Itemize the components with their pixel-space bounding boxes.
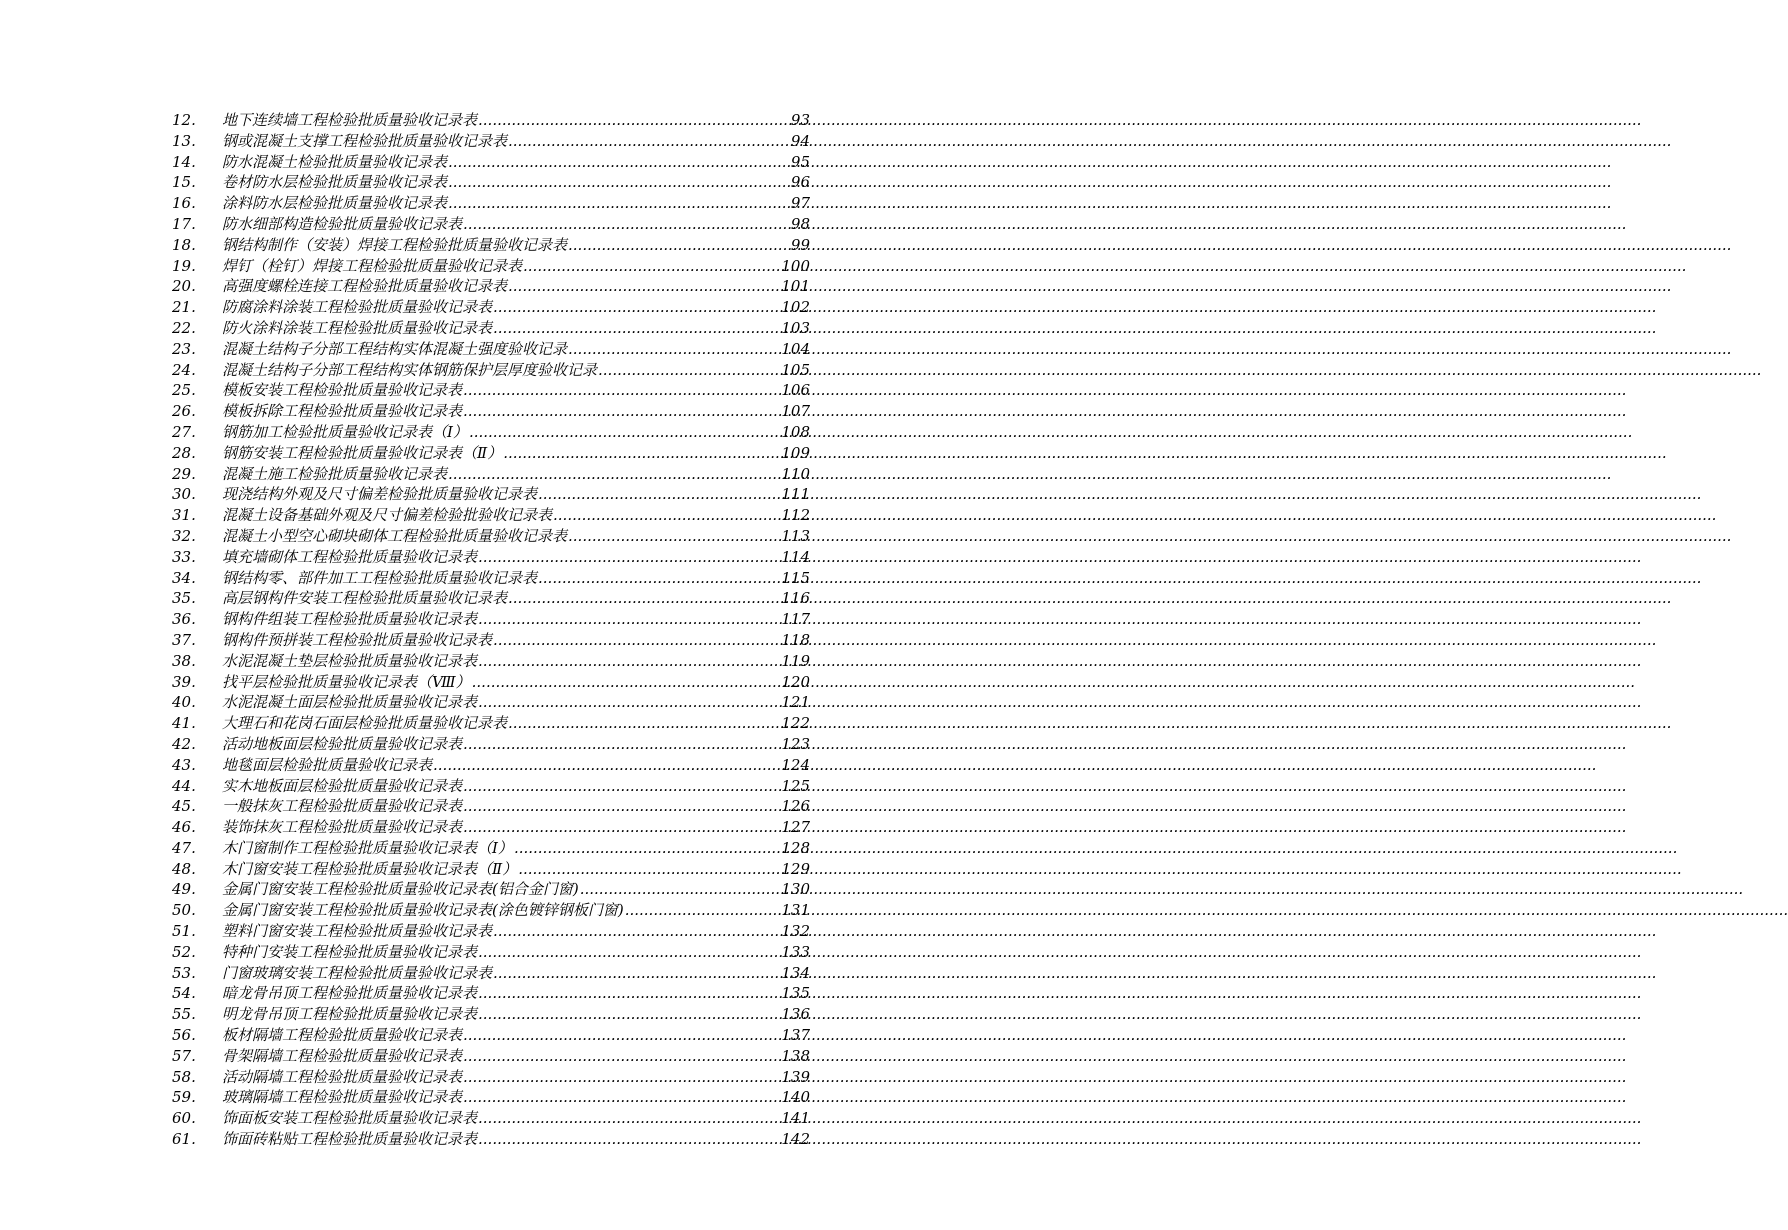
toc-entry-title: 骨架隔墙工程检验批质量验收记录表 [222,1046,463,1065]
toc-entry-page-number: 122 [781,714,810,733]
toc-entry-number: 44. [172,776,196,795]
toc-entry-page-number: 108 [781,422,810,441]
toc-entry-title: 钢构件组装工程检验批质量验收记录表 [222,610,478,629]
toc-entry-page-number: 120 [781,672,810,691]
toc-entry-title: 混凝土施工检验批质量验收记录表 [222,464,448,483]
toc-dot-leader [625,900,781,921]
toc-entry-number: 16. [172,194,196,213]
toc-entry[interactable] [172,464,810,485]
toc-entry-number: 29. [172,464,196,483]
toc-dot-leader [469,422,780,443]
toc-entry-number: 32. [172,526,196,545]
toc-entry-title: 卷材防水层检验批质量验收记录表 [222,173,448,192]
toc-entry-number: 21. [172,298,196,317]
toc-entry-title: 金属门窗安装工程检验批质量验收记录表(铝合金门窗) [222,880,579,899]
toc-dot-leader [478,110,790,131]
toc-entry-number: 14. [172,152,196,171]
toc-dot-leader [553,505,780,526]
toc-entry-title: 混凝土结构子分部工程结构实体钢筋保护层厚度验收记录 [222,360,598,379]
toc-entry-title: 地下连续墙工程检验批质量验收记录表 [222,111,478,129]
toc-entry-number: 15. [172,173,196,192]
toc-entry-number: 34. [172,568,196,587]
toc-dot-leader [493,921,780,942]
toc-entry-page-number: 121 [781,693,810,712]
toc-dot-leader [463,734,780,755]
toc-dot-leader [478,692,780,713]
toc-entry-title: 涂料防水层检验批质量验收记录表 [222,194,448,213]
toc-entry-title: 明龙骨吊顶工程检验批质量验收记录表 [222,1005,478,1024]
toc-entry[interactable] [172,172,810,193]
toc-entry-page-number: 129 [781,859,810,878]
toc-entry-number: 12. [172,111,196,129]
toc-entry[interactable] [172,879,810,900]
toc-entry-title: 混凝土结构子分部工程结构实体混凝土强度验收记录 [222,339,568,358]
toc-entry-title: 钢筋加工检验批质量验收记录表（Ⅰ） [222,422,468,441]
table-of-contents [172,110,810,1150]
toc-entry[interactable] [172,380,810,401]
toc-entry-page-number: 113 [781,526,810,545]
toc-entry-page-number: 104 [781,339,810,358]
toc-dot-leader [478,983,780,1004]
toc-entry-page-number: 100 [781,256,810,275]
toc-dot-leader [568,235,790,256]
toc-entry-title: 门窗玻璃安装工程检验批质量验收记录表 [222,963,493,982]
toc-entry-title: 一般抹灰工程检验批质量验收记录表 [222,797,463,816]
toc-entry-title: 钢结构零、部件加工工程检验批质量验收记录表 [222,568,538,587]
toc-entry-page-number: 133 [781,942,810,961]
toc-dot-leader [493,963,780,984]
toc-dot-leader [463,796,780,817]
toc-entry[interactable] [172,152,810,173]
toc-entry-number: 31. [172,506,196,525]
toc-entry-title: 填充墙砌体工程检验批质量验收记录表 [222,547,478,566]
toc-dot-leader [478,1129,780,1150]
toc-entry[interactable] [172,1025,810,1046]
toc-entry-number: 51. [172,922,196,941]
toc-entry[interactable] [172,734,810,755]
toc-entry-number: 56. [172,1026,196,1045]
toc-entry[interactable] [172,360,810,381]
toc-dot-leader [448,193,790,214]
toc-entry-page-number: 128 [781,838,810,857]
toc-entry[interactable] [172,256,810,277]
toc-entry-page-number: 119 [781,651,810,670]
toc-entry-page-number: 111 [781,485,810,504]
toc-entry-page-number: 109 [781,443,810,462]
toc-entry-title: 钢构件预拼装工程检验批质量验收记录表 [222,630,493,649]
toc-dot-leader [463,1067,780,1088]
toc-entry-page-number: 117 [781,610,810,629]
toc-dot-leader [463,214,790,235]
toc-entry-number: 45. [172,797,196,816]
toc-entry[interactable] [172,588,810,609]
toc-entry[interactable] [172,235,810,256]
toc-entry-number: 13. [172,131,196,150]
toc-entry-title: 大理石和花岗石面层检验批质量验收记录表 [222,714,508,733]
toc-entry-number: 23. [172,339,196,358]
toc-entry[interactable] [172,776,810,797]
toc-entry[interactable] [172,131,810,152]
toc-entry-page-number: 112 [781,506,810,525]
toc-entry[interactable] [172,713,810,734]
toc-entry-page-number: 116 [781,589,810,608]
toc-entry-number: 18. [172,235,196,254]
toc-entry-page-number: 96 [790,173,810,192]
toc-entry[interactable] [172,526,810,547]
toc-dot-leader [508,713,780,734]
toc-dot-leader [463,776,780,797]
toc-entry-title: 防火涂料涂装工程检验批质量验收记录表 [222,318,493,337]
toc-entry-page-number: 141 [781,1109,810,1128]
toc-entry[interactable] [172,838,810,859]
toc-entry-page-number: 131 [781,901,810,920]
toc-entry[interactable] [172,214,810,235]
toc-dot-leader [463,401,780,422]
toc-entry-page-number: 105 [781,360,810,379]
toc-entry-page-number: 136 [781,1005,810,1024]
toc-entry-title: 特种门安装工程检验批质量验收记录表 [222,942,478,961]
toc-dot-leader [518,859,780,880]
toc-dot-leader [478,609,780,630]
toc-entry[interactable] [172,422,810,443]
toc-entry[interactable] [172,1087,810,1108]
toc-entry[interactable] [172,817,810,838]
toc-entry[interactable] [172,1046,810,1067]
toc-entry-title: 防水细部构造检验批质量验收记录表 [222,214,463,233]
toc-entry-title: 金属门窗安装工程检验批质量验收记录表(涂色镀锌钢板门窗) [222,901,624,920]
toc-entry-title: 木门窗制作工程检验批质量验收记录表（Ⅰ） [222,838,513,857]
toc-entry-number: 36. [172,610,196,629]
toc-entry-title: 饰面板安装工程检验批质量验收记录表 [222,1109,478,1128]
toc-entry-number: 40. [172,693,196,712]
toc-entry-number: 47. [172,838,196,857]
toc-entry-title: 饰面砖粘贴工程检验批质量验收记录表 [222,1130,478,1149]
toc-entry[interactable] [172,443,810,464]
toc-entry-page-number: 101 [781,277,810,296]
toc-entry[interactable] [172,484,810,505]
toc-entry-page-number: 118 [781,630,810,649]
toc-entry-number: 41. [172,714,196,733]
toc-dot-leader [538,484,780,505]
toc-entry-number: 46. [172,818,196,837]
toc-entry-number: 39. [172,672,196,691]
toc-entry-number: 24. [172,360,196,379]
toc-entry-number: 30. [172,485,196,504]
toc-dot-leader [568,526,780,547]
toc-entry[interactable] [172,1067,810,1088]
toc-entry[interactable] [172,796,810,817]
toc-entry-number: 20. [172,277,196,296]
toc-entry-title: 钢或混凝土支撑工程检验批质量验收记录表 [222,131,508,150]
toc-dot-leader [463,1087,780,1108]
toc-entry-number: 52. [172,942,196,961]
toc-entry-number: 26. [172,402,196,421]
toc-entry-title: 防水混凝土检验批质量验收记录表 [222,152,448,171]
toc-entry-title: 混凝土设备基础外观及尺寸偏差检验批验收记录表 [222,506,553,525]
toc-dot-leader [433,755,780,776]
toc-entry-number: 57. [172,1046,196,1065]
toc-entry-title: 高强度螺栓连接工程检验批质量验收记录表 [222,277,508,296]
toc-entry-number: 61. [172,1130,196,1149]
toc-dot-leader [538,568,780,589]
toc-entry-page-number: 103 [781,318,810,337]
toc-dot-leader [508,588,780,609]
toc-entry-number: 49. [172,880,196,899]
toc-entry-title: 钢筋安装工程检验批质量验收记录表（Ⅱ） [222,443,503,462]
toc-entry-number: 37. [172,630,196,649]
toc-entry-page-number: 124 [781,755,810,774]
toc-dot-leader [478,1108,780,1129]
toc-entry-page-number: 134 [781,963,810,982]
toc-dot-leader [493,297,780,318]
toc-entry-number: 48. [172,859,196,878]
toc-entry-title: 活动地板面层检验批质量验收记录表 [222,734,463,753]
toc-dot-leader [508,131,790,152]
toc-entry[interactable] [172,672,810,693]
toc-entry-title: 水泥混凝土面层检验批质量验收记录表 [222,693,478,712]
toc-entry[interactable] [172,547,810,568]
toc-entry-page-number: 140 [781,1088,810,1107]
toc-entry-title: 板材隔墙工程检验批质量验收记录表 [222,1026,463,1045]
toc-dot-leader [523,256,780,277]
toc-entry[interactable] [172,276,810,297]
toc-entry-number: 42. [172,734,196,753]
toc-entry-page-number: 95 [790,152,810,171]
toc-entry-title: 装饰抹灰工程检验批质量验收记录表 [222,818,463,837]
toc-entry-title: 暗龙骨吊顶工程检验批质量验收记录表 [222,984,478,1003]
toc-entry-page-number: 137 [781,1026,810,1045]
toc-entry-number: 38. [172,651,196,670]
toc-entry[interactable] [172,942,810,963]
toc-entry-number: 58. [172,1067,196,1086]
toc-entry-title: 水泥混凝土垫层检验批质量验收记录表 [222,651,478,670]
toc-dot-leader [463,380,780,401]
toc-dot-leader [598,360,780,381]
toc-entry[interactable] [172,963,810,984]
toc-entry-title: 现浇结构外观及尺寸偏差检验批质量验收记录表 [222,485,538,504]
toc-entry[interactable] [172,339,810,360]
toc-entry-page-number: 130 [781,880,810,899]
toc-entry-title: 活动隔墙工程检验批质量验收记录表 [222,1067,463,1086]
toc-entry-title: 模板拆除工程检验批质量验收记录表 [222,402,463,421]
toc-entry[interactable] [172,609,810,630]
toc-entry-page-number: 102 [781,298,810,317]
toc-entry-title: 实木地板面层检验批质量验收记录表 [222,776,463,795]
toc-entry-title: 混凝土小型空心砌块砌体工程检验批质量验收记录表 [222,526,568,545]
toc-dot-leader [463,1046,780,1067]
toc-entry-number: 27. [172,422,196,441]
toc-entry-page-number: 99 [790,235,810,254]
toc-entry-title: 木门窗安装工程检验批质量验收记录表（Ⅱ） [222,859,518,878]
toc-entry[interactable] [172,692,810,713]
toc-dot-leader [478,651,780,672]
toc-entry-page-number: 115 [781,568,810,587]
toc-entry-number: 22. [172,318,196,337]
toc-entry[interactable] [172,921,810,942]
toc-dot-leader [503,443,780,464]
toc-entry-number: 54. [172,984,196,1003]
toc-entry[interactable] [172,1108,810,1129]
toc-entry[interactable] [172,193,810,214]
toc-entry-title: 高层钢构件安装工程检验批质量验收记录表 [222,589,508,608]
toc-entry-title: 焊钉（栓钉）焊接工程检验批质量验收记录表 [222,256,523,275]
toc-entry-number: 60. [172,1109,196,1128]
toc-entry-title: 地毯面层检验批质量验收记录表 [222,755,433,774]
toc-entry-page-number: 93 [790,111,810,129]
toc-entry-page-number: 125 [781,776,810,795]
toc-entry[interactable] [172,110,810,131]
toc-dot-leader [478,547,780,568]
toc-entry-number: 33. [172,547,196,566]
toc-dot-leader [463,817,780,838]
toc-entry[interactable] [172,1129,810,1150]
toc-entry[interactable] [172,297,810,318]
toc-entry-number: 25. [172,381,196,400]
toc-dot-leader [493,630,780,651]
toc-entry-title: 模板安装工程检验批质量验收记录表 [222,381,463,400]
toc-entry[interactable] [172,755,810,776]
toc-entry-number: 19. [172,256,196,275]
toc-dot-leader [508,276,780,297]
toc-entry[interactable] [172,401,810,422]
toc-entry-number: 17. [172,214,196,233]
toc-dot-leader [493,318,780,339]
toc-entry-page-number: 114 [781,547,810,566]
toc-entry-page-number: 107 [781,402,810,421]
toc-entry-page-number: 127 [781,818,810,837]
toc-dot-leader [472,672,781,693]
toc-dot-leader [448,152,790,173]
toc-entry-page-number: 132 [781,922,810,941]
toc-dot-leader [448,464,780,485]
toc-entry[interactable] [172,505,810,526]
toc-entry-title: 找平层检验批质量验收记录表（Ⅷ） [222,672,471,691]
toc-entry-title: 钢结构制作（安装）焊接工程检验批质量验收记录表 [222,235,568,254]
toc-entry-number: 35. [172,589,196,608]
toc-entry[interactable] [172,651,810,672]
toc-entry-page-number: 142 [781,1130,810,1149]
toc-entry-number: 28. [172,443,196,462]
toc-entry[interactable] [172,1004,810,1025]
toc-entry-number: 55. [172,1005,196,1024]
toc-entry-number: 53. [172,963,196,982]
toc-entry-title: 玻璃隔墙工程检验批质量验收记录表 [222,1088,463,1107]
toc-entry-page-number: 106 [781,381,810,400]
toc-dot-leader [478,1004,780,1025]
toc-entry-page-number: 123 [781,734,810,753]
toc-entry-page-number: 97 [790,194,810,213]
toc-entry[interactable] [172,318,810,339]
toc-entry-page-number: 110 [781,464,810,483]
toc-dot-leader [568,339,780,360]
toc-entry-number: 50. [172,901,196,920]
toc-entry-title: 塑料门窗安装工程检验批质量验收记录表 [222,922,493,941]
toc-entry[interactable] [172,859,810,880]
toc-entry-page-number: 94 [790,131,810,150]
toc-entry-title: 防腐涂料涂装工程检验批质量验收记录表 [222,298,493,317]
toc-entry-page-number: 139 [781,1067,810,1086]
toc-entry-page-number: 126 [781,797,810,816]
toc-entry-page-number: 135 [781,984,810,1003]
toc-entry-number: 43. [172,755,196,774]
toc-entry[interactable] [172,568,810,589]
toc-dot-leader [463,1025,780,1046]
toc-entry-page-number: 138 [781,1046,810,1065]
toc-entry-number: 59. [172,1088,196,1107]
toc-dot-leader [580,879,781,900]
toc-dot-leader [448,172,790,193]
toc-dot-leader [514,838,780,859]
toc-dot-leader [478,942,780,963]
toc-entry[interactable] [172,630,810,651]
toc-entry[interactable] [172,983,810,1004]
toc-entry-page-number: 98 [790,214,810,233]
toc-entry[interactable] [172,900,810,921]
